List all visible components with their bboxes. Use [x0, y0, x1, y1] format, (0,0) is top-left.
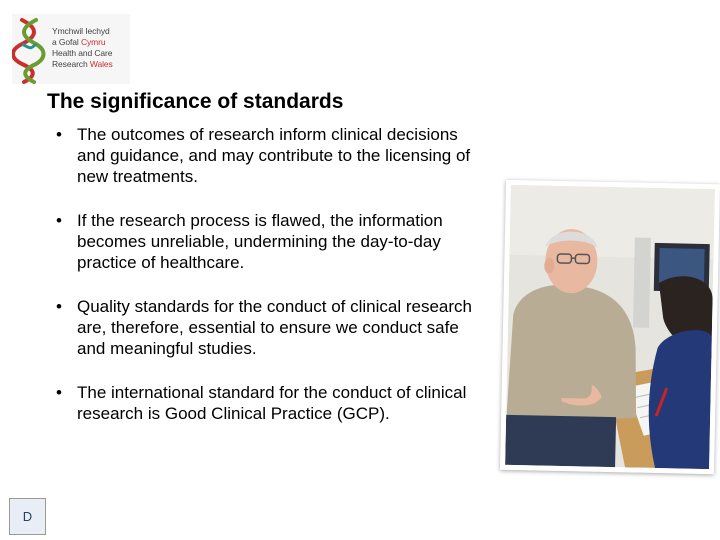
bullet-item: [56, 210, 476, 273]
consultation-photo-image: [505, 185, 715, 469]
bullet-item: [56, 124, 476, 187]
bullet-text: Quality standards for the conduct of clinical research are, therefore, essential to ensure we conduct safe and meaningful studies.: [77, 297, 472, 358]
logo-line-4b: Wales: [89, 59, 113, 69]
logo-line-2a: a Gofal: [52, 37, 81, 47]
logo-line-1: Ymchwil Iechyd: [52, 26, 110, 36]
bullet-marker: •: [56, 297, 62, 316]
logo-line-4a: Research: [52, 59, 90, 69]
double-helix-icon: [12, 14, 46, 84]
bullet-item: [56, 382, 476, 424]
logo-line-2: [52, 37, 113, 48]
slide-title: The significance of standards: [47, 90, 344, 113]
bullet-text: The outcomes of research inform clinical decisions and guidance, and may contribute to the licensing of new treatments.: [77, 125, 471, 186]
consultation-photo: [500, 180, 720, 474]
slide-badge: D: [9, 498, 46, 535]
bullet-item: [56, 296, 476, 359]
bullet-marker: •: [56, 125, 62, 144]
bullet-marker: •: [56, 383, 62, 402]
logo-wordmark: [52, 26, 113, 70]
bullet-text: The international standard for the conduct of clinical research is Good Clinical Practice (GCP).: [77, 383, 467, 423]
logo-line-2b: Cymru: [80, 37, 106, 47]
logo: [12, 14, 130, 84]
bullet-marker: •: [56, 211, 62, 230]
logo-line-3: Health and Care: [52, 48, 113, 58]
bullet-list: [56, 124, 476, 447]
logo-line-4: [52, 59, 113, 70]
bullet-text: If the research process is flawed, the information becomes unreliable, undermining the day-to-day practice of healthcare.: [77, 211, 443, 272]
